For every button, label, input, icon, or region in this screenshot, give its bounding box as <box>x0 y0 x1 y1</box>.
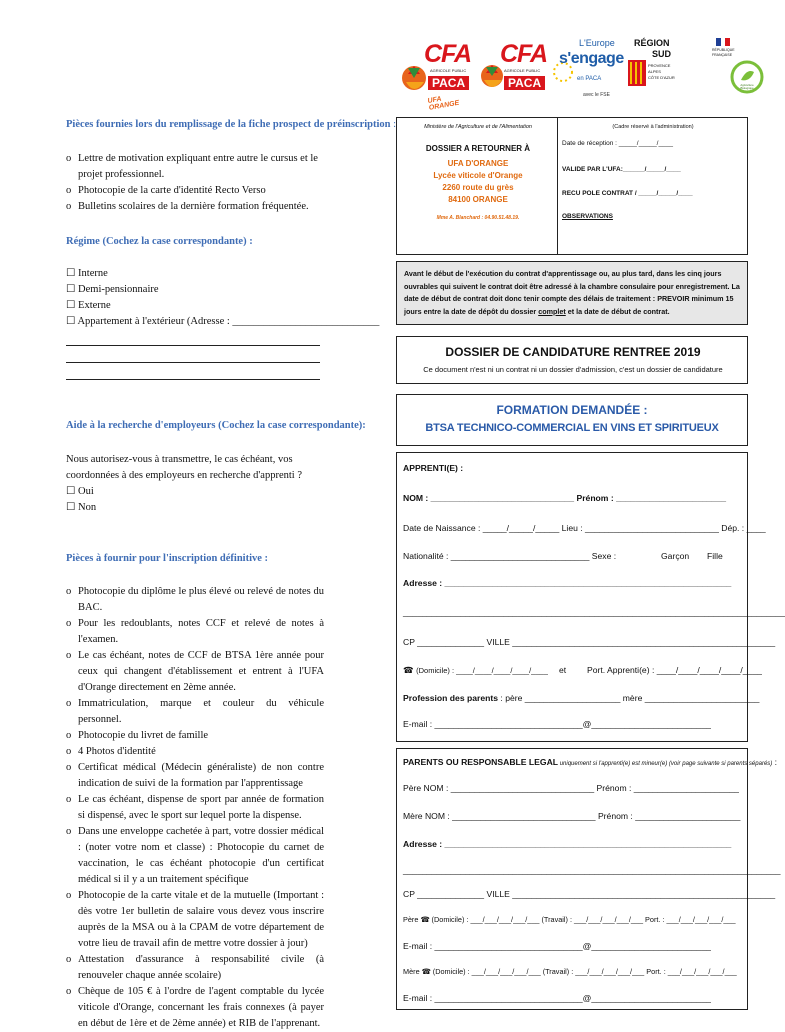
apprenti-naissance-field[interactable]: Date de Naissance : _____/_____/_____ Lieu : ____________________________ Dép. : ____ <box>403 523 766 533</box>
cfa-logo-sub: AGRICOLE PUBLIC <box>430 68 467 73</box>
list-item: o 4 Photos d'identité <box>66 744 324 760</box>
list-item: o Pour les redoublants, notes CCF et relevé de notes à l'examen. <box>66 618 324 645</box>
circle-bullet-icon: o <box>66 586 72 597</box>
regime-title: Régime (Cochez la case correspondante) : <box>66 236 253 247</box>
list-item: o Photocopie du livret de famille <box>66 728 324 744</box>
pieces-list <box>66 151 336 215</box>
logo-bio-badge <box>730 60 764 94</box>
regime-option-appartement[interactable]: ☐ Appartement à l'extérieur (Adresse : ____________________________ <box>66 316 380 327</box>
parents-heading: PARENTS OU RESPONSABLE LEGAL uniquement si l'apprenti(e) est mineur(e) (voir page suivante si parents séparés) : <box>403 757 778 767</box>
checkbox-icon[interactable]: ☐ <box>66 284 76 295</box>
list-item: o Certificat médical (Médecin généraliste) de non contre indication de suivi de la formation par l'apprentissage <box>66 762 324 789</box>
cfa-logo-paca: PACA <box>428 76 469 90</box>
notice-box <box>396 261 748 325</box>
parents-cp-ville-field[interactable]: CP ______________ VILLE _______________________________________________________ <box>403 889 776 899</box>
circle-bullet-icon: o <box>66 650 72 661</box>
checkbox-icon[interactable]: ☐ <box>66 300 76 311</box>
mere-email-field[interactable]: E-mail : _______________________________@_________________________ <box>403 993 711 1003</box>
regime-option-externe[interactable]: ☐ Externe <box>66 300 111 311</box>
aide-option-oui[interactable]: ☐ Oui <box>66 486 94 497</box>
aide-option-non[interactable]: ☐ Non <box>66 502 97 513</box>
cfa-logo-text: CFA <box>500 40 547 68</box>
circle-bullet-icon: o <box>66 730 72 741</box>
pieces-title <box>66 119 397 130</box>
address-line-3[interactable] <box>66 379 320 380</box>
reception-field[interactable]: Date de réception : _____/_____/____ <box>562 140 673 147</box>
list-item: o Le cas échéant, notes de CCF de BTSA 1ère année pour ceux qui changent d'établissement et entrent à l'UFA d'Orange directement en 2ème année. <box>66 650 324 693</box>
cfa-logo-sub: AGRICOLE PUBLIC <box>504 68 541 73</box>
candidature-box <box>396 336 748 384</box>
logo-cfa-paca <box>478 38 550 106</box>
pere-email-field[interactable]: E-mail : _______________________________@_________________________ <box>403 941 711 951</box>
apprenti-nom-field[interactable]: NOM : ______________________________ Prénom : _______________________ <box>403 493 727 503</box>
list-item: o Le cas échéant, dispense de sport par année de formation si dispensé, avec le sport sur lequel porte la dispense. <box>66 794 324 821</box>
circle-bullet-icon: o <box>66 986 72 997</box>
checkbox-icon[interactable]: ☐ <box>66 486 76 497</box>
parents-adresse-field[interactable]: Adresse : ____________________________________________________________ <box>403 839 732 849</box>
europe-line2: s'engage <box>559 50 624 67</box>
apprenti-port-field[interactable]: Port. Apprenti(e) : ____/____/____/____/____ <box>587 665 762 675</box>
logo-region-sud <box>626 38 678 100</box>
formation-box <box>396 394 748 446</box>
final-pieces-list <box>66 584 324 1032</box>
aide-title: Aide à la recherche d'employeurs (Cochez la case correspondante): <box>66 420 366 431</box>
candidature-subtitle: Ce document n'est ni un contrat ni un dossier d'admission, c'est un dossier de candidature <box>423 365 723 374</box>
circle-bullet-icon: o <box>66 185 72 196</box>
logo-europe-sengage <box>553 36 624 102</box>
europe-line3: en PACA <box>577 76 602 82</box>
apprenti-cp-ville-field[interactable]: CP ______________ VILLE _______________________________________________________ <box>403 637 776 647</box>
sexe-fille-option[interactable]: Fille <box>707 551 723 561</box>
apprenti-adresse-line2[interactable]: ________________________________________________________________________________ <box>403 607 785 617</box>
list-item: o Chèque de 105 € à l'ordre de l'agent comptable du lycée viticole d'Orange, concernant les frais connexes (à payer en début de 1ère et de 2ème année) et RIB de l'apprenant. <box>66 986 324 1029</box>
apprenti-heading: APPRENTI(E) : <box>403 463 464 473</box>
cfa-logo-text: CFA <box>424 40 471 68</box>
circle-bullet-icon: o <box>66 618 72 629</box>
circle-bullet-icon: o <box>66 698 72 709</box>
circle-bullet-icon: o <box>66 746 72 757</box>
formation-line2: BTSA TECHNICO-COMMERCIAL EN VINS ET SPIRITUEUX <box>425 422 719 434</box>
addr-line: 84100 ORANGE <box>448 195 508 204</box>
contact-line: Mme A. Blanchard : 04.90.51.48.19. <box>436 215 520 221</box>
address-block <box>403 158 553 206</box>
circle-bullet-icon: o <box>66 794 72 805</box>
region-line5: CÔTE D'AZUR <box>648 75 675 80</box>
list-item: o Lettre de motivation expliquant entre autre le cursus et le projet professionnel. <box>66 153 318 180</box>
list-item: o Attestation d'assurance à responsabilité civile (à renouveler chaque année scolaire) <box>66 954 324 981</box>
logo-republique-francaise <box>712 38 738 60</box>
checkbox-icon[interactable]: ☐ <box>66 268 76 279</box>
parents-adresse-line2[interactable]: _______________________________________________________________________________ <box>403 865 781 875</box>
et-label: et <box>559 665 567 675</box>
pere-tel-field[interactable]: Père ☎ (Domicile) : ___/___/___/___/___ (Travail) : ___/___/___/___/___ Port. : ___/___/___/___/___ <box>403 915 736 924</box>
regime-option-demi-pensionnaire[interactable]: ☐ Demi-pensionnaire <box>66 284 159 295</box>
apprenti-email-field[interactable]: E-mail : _______________________________@_________________________ <box>403 719 711 729</box>
list-item: o Dans une enveloppe cachetée à part, votre dossier médical : (noter votre nom et classe) : Photocopie du carnet de vaccination, le cas échéant photocopie d'un certificat médical si il y a un traitement spécifique <box>66 826 324 885</box>
logo-cfa-ufa-orange <box>398 38 474 110</box>
republic-line1: RÉPUBLIQUE <box>712 48 735 52</box>
list-item: o Photocopie de la carte vitale et de la mutuelle (Important : dès votre 1er bulletin de salaire vous devez vous inscrire auprès de la MSA ou à la CPAM de votre département de votre lieu de travail afin de mettre votre dossier à jour) <box>66 890 324 949</box>
valide-field[interactable]: VALIDE PAR L'UFA:______/_____/____ <box>562 166 681 173</box>
circle-bullet-icon: o <box>66 201 72 212</box>
cfa-logo-paca: PACA <box>504 76 545 90</box>
region-line2: SUD <box>652 49 672 59</box>
admin-box-divider <box>557 118 558 254</box>
address-line-2[interactable] <box>66 362 320 363</box>
notice-underline: complet <box>538 306 566 316</box>
europe-line1: L'Europe <box>579 38 615 48</box>
ministere-label: Ministère de l'Agriculture et de l'Alimentation <box>424 124 532 130</box>
regime-option-interne[interactable]: ☐ Interne <box>66 268 108 279</box>
final-pieces-title: Pièces à fournir pour l'inscription définitive : <box>66 553 269 564</box>
apprenti-tel-field[interactable]: ☎ (Domicile) : ____/____/____/____/____ <box>403 665 548 675</box>
list-item: o Photocopie du diplôme le plus élevé ou relevé de notes du BAC. <box>66 586 324 613</box>
apprenti-nationalite-field[interactable]: Nationalité : _____________________________ Sexe : <box>403 551 617 561</box>
region-flag-icon <box>626 38 678 100</box>
checkbox-icon[interactable]: ☐ <box>66 502 76 513</box>
checkbox-icon[interactable]: ☐ <box>66 316 76 327</box>
addr-line: UFA D'ORANGE <box>447 159 509 168</box>
circle-bullet-icon: o <box>66 762 72 773</box>
aide-text: Nous autorisez-vous à transmettre, le cas échéant, vos coordonnées à des employeurs en recherche d'apprenti ? <box>66 454 302 481</box>
list-item: o Photocopie de la carte d'identité Recto Verso <box>66 183 336 199</box>
apprenti-box <box>396 452 785 742</box>
aide-options <box>66 484 96 516</box>
observations-label: OBSERVATIONS <box>562 213 613 220</box>
reserve-label: (Cadre réservé à l'administration) <box>612 124 694 130</box>
notice-text: Avant le début de l'exécution du contrat d'apprentissage ou, au plus tard, dans les cinq jours ouvrables qui suivent le contrat doit être adressé à la chambre consulaire pour enregistrement. La date de début de contrat doit donc tenir compte des délais de traitement : PREVOIR minimum 15 jours entre la date de dépôt du dossier complet et la date de début de contrat. <box>404 269 740 316</box>
addr-line: Lycée viticole d'Orange <box>433 171 523 180</box>
pieces-title-text: Pièces fournies lors du remplissage de la fiche prospect de préinscription <box>66 119 391 130</box>
apprenti-adresse-field[interactable]: Adresse : ____________________________________________________________ <box>403 578 732 588</box>
addr-line: 2260 route du grès <box>442 183 514 192</box>
circle-bullet-icon: o <box>66 826 72 837</box>
circle-bullet-icon: o <box>66 890 72 901</box>
dossier-title: DOSSIER A RETOURNER À <box>425 144 531 153</box>
parents-box <box>396 748 781 1010</box>
french-flag-icon <box>716 38 730 46</box>
admin-box <box>396 117 748 255</box>
cfa-logo-caption: UFA ORANGE <box>427 95 460 112</box>
circle-bullet-icon: o <box>66 153 72 164</box>
bio-badge-text: Agriculture Biologique <box>740 83 754 90</box>
apprenti-profession-field[interactable]: Profession des parents : père ____________________ mère ________________________ <box>403 693 760 703</box>
mere-nom-field[interactable]: Mère NOM : ______________________________ Prénom : ______________________ <box>403 811 741 821</box>
pieces-title-colon: : <box>390 119 397 130</box>
europe-line4: avec le FSE <box>583 92 610 98</box>
regime-list <box>66 266 380 330</box>
mere-tel-field[interactable]: Mère ☎ (Domicile) : ___/___/___/___/___ (Travail) : ___/___/___/___/___ Port. : ___/___/___/___/___ <box>403 967 737 976</box>
republic-line2: FRANÇAISE <box>712 53 733 57</box>
list-item: o Immatriculation, marque et couleur du véhicule personnel. <box>66 698 324 725</box>
candidature-title: DOSSIER DE CANDIDATURE RENTREE 2019 <box>445 345 701 359</box>
region-line1: RÉGION <box>634 38 670 48</box>
recu-field[interactable]: RECU POLE CONTRAT / _____/_____/____ <box>562 190 693 197</box>
phone-icon: ☎ <box>403 665 414 675</box>
address-line-1[interactable] <box>66 345 320 346</box>
region-line3: PROVENCE <box>648 63 671 68</box>
region-line4: ALPES <box>648 69 661 74</box>
formation-line1: FORMATION DEMANDÉE : <box>496 403 648 417</box>
sexe-garcon-option[interactable]: Garçon <box>661 551 690 561</box>
list-item: o Bulletins scolaires de la dernière formation fréquentée. <box>66 199 336 215</box>
pere-nom-field[interactable]: Père NOM : ______________________________ Prénom : ______________________ <box>403 783 739 793</box>
circle-bullet-icon: o <box>66 954 72 965</box>
